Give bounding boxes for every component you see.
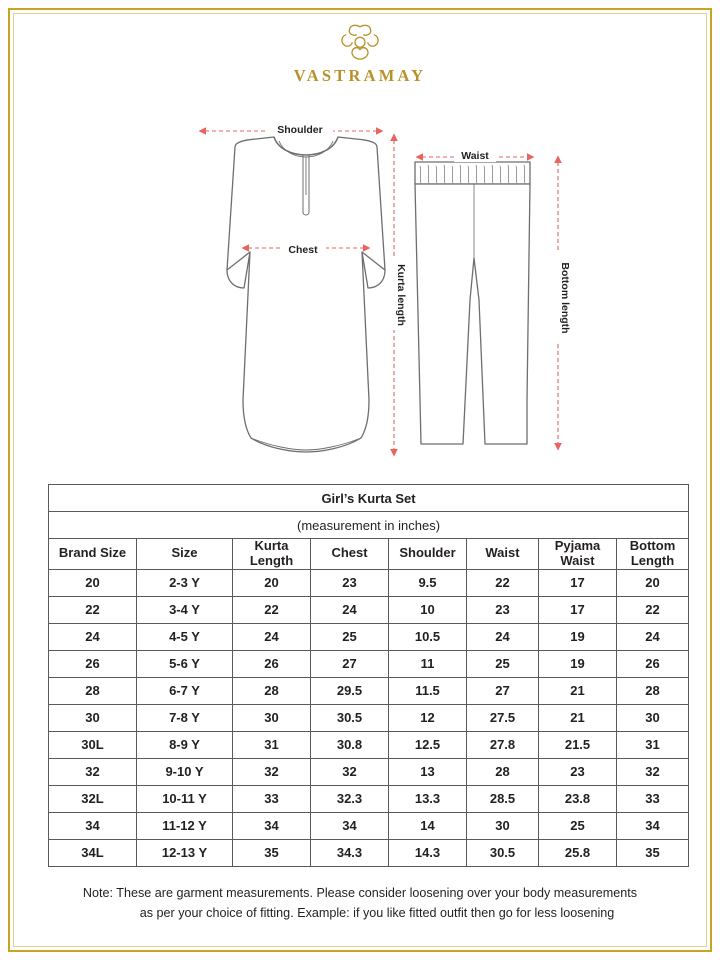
kurta-figure bbox=[227, 137, 385, 452]
cell-bottom-length: 20 bbox=[617, 569, 689, 596]
cell-size: 4-5 Y bbox=[137, 623, 233, 650]
chest-label: Chest bbox=[288, 244, 318, 256]
cell-kurta-length: 26 bbox=[233, 650, 311, 677]
cell-waist: 27 bbox=[467, 677, 539, 704]
cell-chest: 32.3 bbox=[311, 785, 389, 812]
cell-size: 3-4 Y bbox=[137, 596, 233, 623]
measurement-note bbox=[32, 884, 688, 923]
cell-waist: 28.5 bbox=[467, 785, 539, 812]
cell-brand-size: 20 bbox=[49, 569, 137, 596]
cell-bottom-length: 26 bbox=[617, 650, 689, 677]
cell-bottom-length: 28 bbox=[617, 677, 689, 704]
cell-kurta-length: 30 bbox=[233, 704, 311, 731]
cell-waist: 23 bbox=[467, 596, 539, 623]
cell-size: 8-9 Y bbox=[137, 731, 233, 758]
table-row bbox=[49, 650, 689, 677]
cell-kurta-length: 20 bbox=[233, 569, 311, 596]
cell-brand-size: 30L bbox=[49, 731, 137, 758]
cell-chest: 25 bbox=[311, 623, 389, 650]
table-row bbox=[49, 812, 689, 839]
cell-kurta-length: 31 bbox=[233, 731, 311, 758]
cell-shoulder: 9.5 bbox=[389, 569, 467, 596]
cell-shoulder: 11.5 bbox=[389, 677, 467, 704]
bottom-length-label: Bottom length bbox=[559, 262, 571, 334]
column-header-waist: Waist bbox=[467, 539, 539, 570]
cell-shoulder: 13.3 bbox=[389, 785, 467, 812]
table-row bbox=[49, 704, 689, 731]
size-chart-table bbox=[48, 484, 689, 867]
cell-pyjama-waist: 23 bbox=[539, 758, 617, 785]
ornamental-floral-logo-icon bbox=[337, 22, 383, 64]
cell-chest: 34.3 bbox=[311, 839, 389, 866]
cell-bottom-length: 34 bbox=[617, 812, 689, 839]
cell-chest: 30.5 bbox=[311, 704, 389, 731]
cell-waist: 30 bbox=[467, 812, 539, 839]
cell-brand-size: 32L bbox=[49, 785, 137, 812]
cell-chest: 23 bbox=[311, 569, 389, 596]
cell-size: 10-11 Y bbox=[137, 785, 233, 812]
brand-header bbox=[0, 22, 720, 86]
table-title: Girl’s Kurta Set bbox=[49, 485, 689, 512]
cell-brand-size: 32 bbox=[49, 758, 137, 785]
cell-size: 5-6 Y bbox=[137, 650, 233, 677]
cell-kurta-length: 35 bbox=[233, 839, 311, 866]
table-subtitle: (measurement in inches) bbox=[49, 512, 689, 539]
cell-pyjama-waist: 23.8 bbox=[539, 785, 617, 812]
column-header-size: Size bbox=[137, 539, 233, 570]
cell-shoulder: 12 bbox=[389, 704, 467, 731]
column-header-kurta-length: Kurta Length bbox=[233, 539, 311, 570]
table-row bbox=[49, 596, 689, 623]
table-row bbox=[49, 758, 689, 785]
cell-bottom-length: 35 bbox=[617, 839, 689, 866]
cell-kurta-length: 28 bbox=[233, 677, 311, 704]
table-row bbox=[49, 785, 689, 812]
cell-brand-size: 24 bbox=[49, 623, 137, 650]
size-chart-table-wrap bbox=[48, 484, 676, 867]
table-header-row bbox=[49, 539, 689, 570]
cell-size: 6-7 Y bbox=[137, 677, 233, 704]
cell-size: 7-8 Y bbox=[137, 704, 233, 731]
cell-pyjama-waist: 19 bbox=[539, 650, 617, 677]
cell-brand-size: 34 bbox=[49, 812, 137, 839]
cell-waist: 30.5 bbox=[467, 839, 539, 866]
cell-waist: 27.8 bbox=[467, 731, 539, 758]
cell-pyjama-waist: 19 bbox=[539, 623, 617, 650]
cell-size: 12-13 Y bbox=[137, 839, 233, 866]
cell-kurta-length: 24 bbox=[233, 623, 311, 650]
table-row bbox=[49, 839, 689, 866]
cell-kurta-length: 32 bbox=[233, 758, 311, 785]
cell-waist: 24 bbox=[467, 623, 539, 650]
note-line-1: Note: These are garment measurements. Please consider loosening over your body measurements bbox=[82, 886, 638, 900]
table-title-row bbox=[49, 485, 689, 512]
cell-waist: 25 bbox=[467, 650, 539, 677]
table-row bbox=[49, 731, 689, 758]
table-row bbox=[49, 569, 689, 596]
cell-pyjama-waist: 17 bbox=[539, 569, 617, 596]
cell-bottom-length: 24 bbox=[617, 623, 689, 650]
column-header-brand-size: Brand Size bbox=[49, 539, 137, 570]
cell-bottom-length: 22 bbox=[617, 596, 689, 623]
pyjama-figure bbox=[415, 162, 530, 444]
cell-waist: 22 bbox=[467, 569, 539, 596]
kurta-length-label: Kurta length bbox=[395, 264, 407, 326]
cell-bottom-length: 30 bbox=[617, 704, 689, 731]
cell-brand-size: 34L bbox=[49, 839, 137, 866]
cell-chest: 34 bbox=[311, 812, 389, 839]
cell-bottom-length: 32 bbox=[617, 758, 689, 785]
column-header-shoulder: Shoulder bbox=[389, 539, 467, 570]
cell-brand-size: 22 bbox=[49, 596, 137, 623]
cell-size: 11-12 Y bbox=[137, 812, 233, 839]
cell-shoulder: 10 bbox=[389, 596, 467, 623]
cell-waist: 28 bbox=[467, 758, 539, 785]
column-header-bottom-length: Bottom Length bbox=[617, 539, 689, 570]
note-line-2: as per your choice of fitting. Example: if you like fitted outfit then go for less loosening bbox=[139, 905, 615, 920]
cell-pyjama-waist: 21 bbox=[539, 704, 617, 731]
cell-brand-size: 28 bbox=[49, 677, 137, 704]
cell-shoulder: 11 bbox=[389, 650, 467, 677]
cell-brand-size: 30 bbox=[49, 704, 137, 731]
cell-shoulder: 14.3 bbox=[389, 839, 467, 866]
cell-chest: 27 bbox=[311, 650, 389, 677]
cell-kurta-length: 34 bbox=[233, 812, 311, 839]
cell-chest: 29.5 bbox=[311, 677, 389, 704]
shoulder-label: Shoulder bbox=[277, 124, 323, 136]
cell-kurta-length: 22 bbox=[233, 596, 311, 623]
cell-brand-size: 26 bbox=[49, 650, 137, 677]
table-subtitle-row bbox=[49, 512, 689, 539]
cell-pyjama-waist: 25.8 bbox=[539, 839, 617, 866]
cell-waist: 27.5 bbox=[467, 704, 539, 731]
garment-illustration bbox=[30, 100, 690, 470]
waist-label: Waist bbox=[461, 150, 489, 162]
table-row bbox=[49, 677, 689, 704]
column-header-pyjama-waist: Pyjama Waist bbox=[539, 539, 617, 570]
cell-shoulder: 14 bbox=[389, 812, 467, 839]
cell-chest: 24 bbox=[311, 596, 389, 623]
cell-pyjama-waist: 17 bbox=[539, 596, 617, 623]
cell-bottom-length: 33 bbox=[617, 785, 689, 812]
column-header-chest: Chest bbox=[311, 539, 389, 570]
cell-chest: 32 bbox=[311, 758, 389, 785]
cell-shoulder: 12.5 bbox=[389, 731, 467, 758]
cell-bottom-length: 31 bbox=[617, 731, 689, 758]
cell-chest: 30.8 bbox=[311, 731, 389, 758]
brand-name: VASTRAMAY bbox=[293, 66, 427, 85]
cell-pyjama-waist: 25 bbox=[539, 812, 617, 839]
cell-shoulder: 13 bbox=[389, 758, 467, 785]
cell-pyjama-waist: 21.5 bbox=[539, 731, 617, 758]
cell-shoulder: 10.5 bbox=[389, 623, 467, 650]
table-row bbox=[49, 623, 689, 650]
cell-size: 2-3 Y bbox=[137, 569, 233, 596]
cell-pyjama-waist: 21 bbox=[539, 677, 617, 704]
cell-kurta-length: 33 bbox=[233, 785, 311, 812]
cell-size: 9-10 Y bbox=[137, 758, 233, 785]
